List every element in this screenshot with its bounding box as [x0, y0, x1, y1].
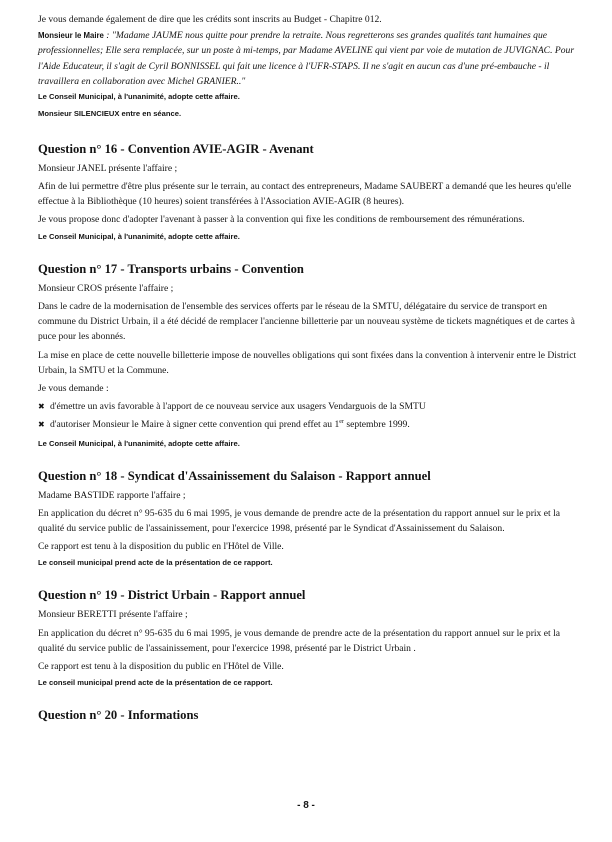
presenter-line: Monsieur BERETTI présente l'affaire ;	[38, 609, 188, 621]
list-item	[38, 399, 586, 414]
list-item	[38, 417, 586, 432]
question-16	[38, 141, 586, 244]
maire-label: Monsieur le Maire	[38, 31, 104, 41]
decision-text: Le Conseil Municipal, à l'unanimité, adopte cette affaire.	[38, 231, 240, 241]
paragraph: La mise en place de cette nouvelle billetterie impose de nouvelles obligations qui sont fixées dans la convention à intervenir entre le District Urbain, la SMTU et la Commune.	[38, 349, 577, 376]
paragraph: En application du décret n° 95-635 du 6 mai 1995, je vous demande de prendre acte de la présentation du rapport annuel sur le prix et la qualité du service public de l'assainissement, pour l'exercice 1998, présenté par le District Urbain .	[38, 627, 560, 654]
paragraph: Afin de lui permettre d'être plus présente sur le terrain, au contact des entrepreneurs, Madame SAUBERT a demandé que les heures qu'elle effectue à la Bibliothèque (10 heures) soient transférées à l'Association AVIE-AGIR (8 heures).	[38, 181, 572, 208]
presenter-line: Monsieur CROS présente l'affaire ;	[38, 282, 174, 294]
question-title: Question n° 18 - Syndicat d'Assainissement du Salaison - Rapport annuel	[38, 468, 431, 483]
question-17	[38, 261, 586, 451]
silencieux-entry: Monsieur SILENCIEUX entre en séance.	[38, 109, 182, 119]
cross-mark-icon: ✖	[38, 402, 45, 412]
question-title: Question n° 19 - District Urbain - Rapport annuel	[38, 588, 306, 603]
paragraph: Je vous propose donc d'adopter l'avenant à passer à la convention qui fixe les conditions de remboursement des rémunérations.	[38, 213, 525, 225]
list-item-text: d'émettre un avis favorable à l'apport de ce nouveau service aux usagers Vendarguois de la SMTU	[50, 401, 426, 413]
maire-quote: : "Madame JAUME nous quitte pour prendre la retraite. Nous regretterons ses grandes qualités tant humaines que professionnelles; Elle sera remplacée, sur un poste à mi-temps, par Madame AVELINE qui vient par voie de mutation de JUVIGNAC. Pour l'Aide Educateur, il s'agit de Cyril BONNISSEL qui fait une licence à l'UFR-STAPS. Il ne s'agit en aucun cas d'une pré-embauche - il travaillera en collaboration avec Michel GRANIER.."	[38, 30, 575, 87]
budget-line: Je vous demande également de dire que les crédits sont inscrits au Budget - Chapitre 012.	[38, 14, 382, 25]
cross-mark-icon: ✖	[38, 420, 45, 430]
list-item-text: d'autoriser Monsieur le Maire à signer cette convention qui prend effet au 1er septembre 1999.	[50, 419, 410, 431]
presenter-line: Madame BASTIDE rapporte l'affaire ;	[38, 489, 186, 501]
question-19	[38, 587, 586, 690]
question-title: Question n° 17 - Transports urbains - Convention	[38, 261, 304, 276]
decision-text: Le conseil municipal prend acte de la présentation de ce rapport.	[38, 558, 273, 568]
question-title: Question n° 16 - Convention AVIE-AGIR - Avenant	[38, 142, 314, 157]
decision-text: Le Conseil Municipal, à l'unanimité, adopte cette affaire.	[38, 438, 240, 448]
question-20	[38, 707, 586, 724]
paragraph: Ce rapport est tenu à la disposition du public en l'Hôtel de Ville.	[38, 661, 284, 673]
maire-statement	[38, 28, 586, 89]
paragraph: Je vous demande :	[38, 383, 109, 395]
document-page	[38, 12, 586, 724]
paragraph: En application du décret n° 95-635 du 6 mai 1995, je vous demande de prendre acte de la présentation du rapport annuel sur le prix et la qualité du service public de l'assainissement, pour l'exercice 1998, présenté par le Syndicat d'Assainissement du Salaison.	[38, 507, 560, 535]
paragraph: Dans le cadre de la modernisation de l'ensemble des services offerts par le réseau de la SMTU, délégataire du service de transport en commune du District Urbain, il a été décidé de remplacer l'ancienne billetterie par un nouveau système de tickets magnétiques et de cartes à puce pour les abonnés.	[38, 301, 575, 343]
question-title: Question n° 20 - Informations	[38, 708, 199, 723]
page-number: - 8 -	[297, 800, 315, 811]
decision-text: Le Conseil Municipal, à l'unanimité, adopte cette affaire.	[38, 92, 240, 102]
decision-text: Le conseil municipal prend acte de la présentation de ce rapport.	[38, 678, 273, 688]
paragraph: Ce rapport est tenu à la disposition du public en l'Hôtel de Ville.	[38, 541, 284, 553]
question-18	[38, 468, 586, 571]
presenter-line: Monsieur JANEL présente l'affaire ;	[38, 163, 178, 175]
